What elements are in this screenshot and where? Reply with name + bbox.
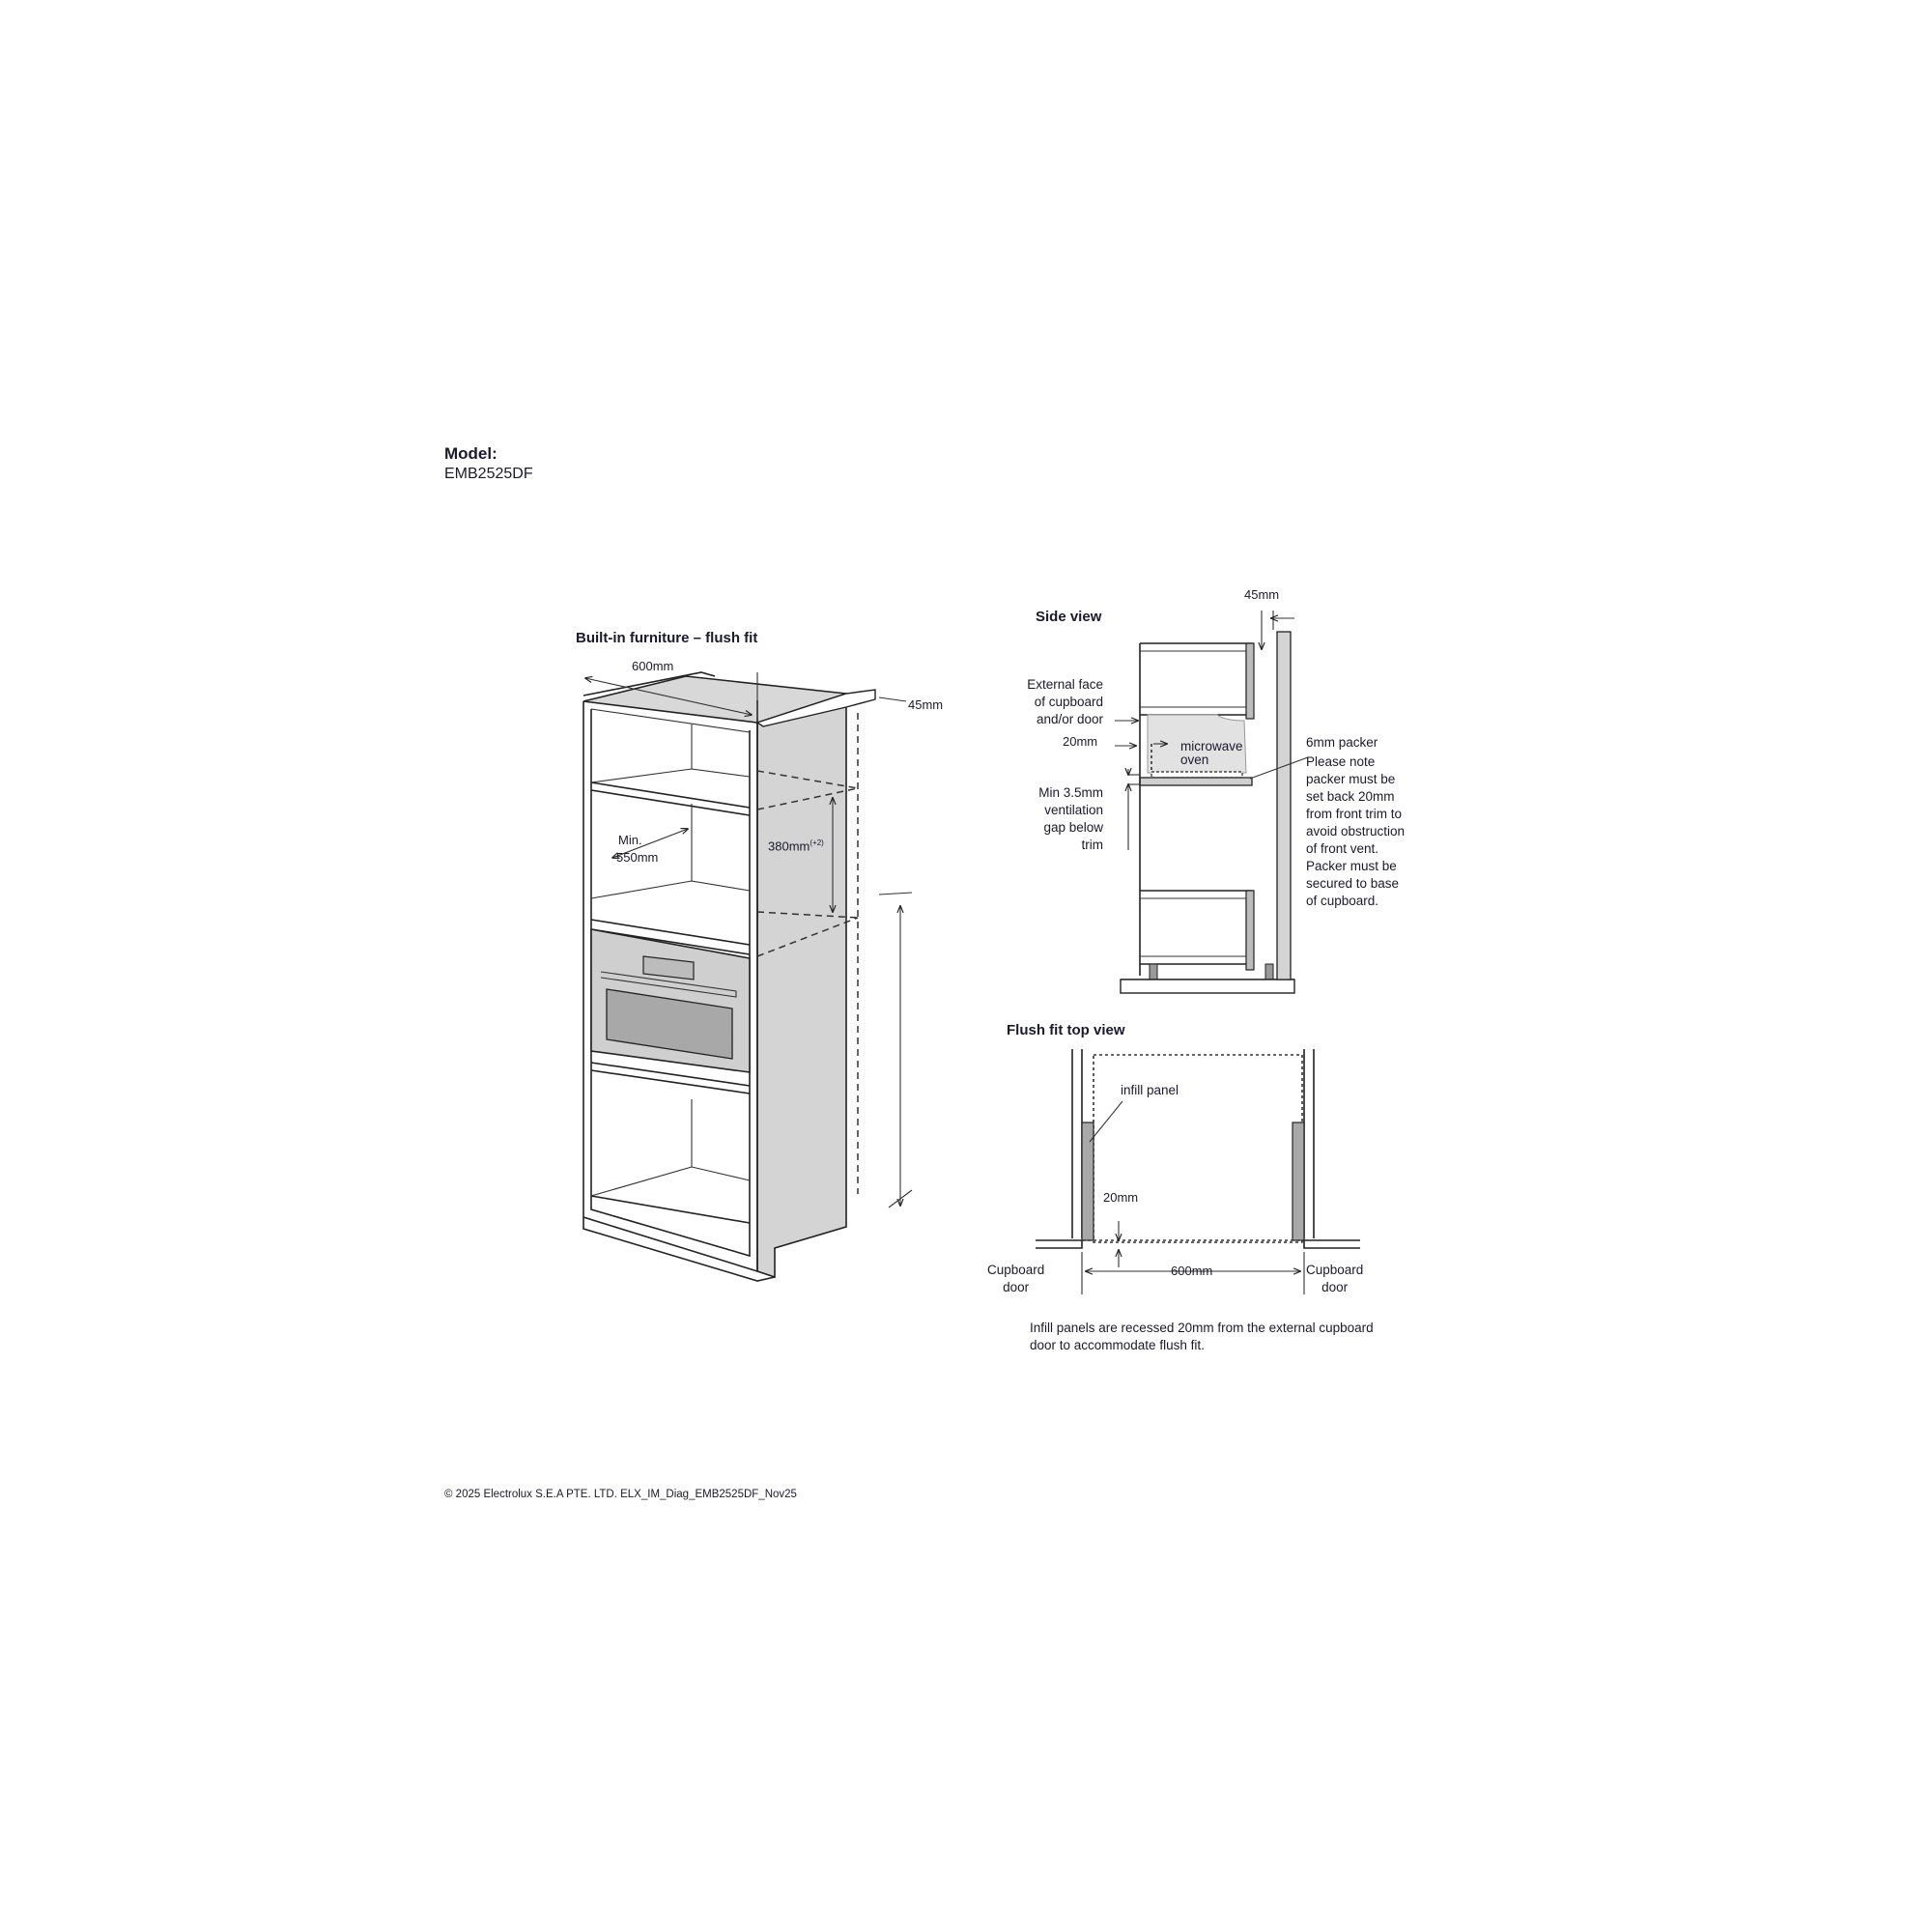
infill-panel-left: [1082, 1122, 1094, 1240]
ventilation-gap-label: Min 3.5mm ventilation gap below trim: [1038, 785, 1103, 852]
top-view-drawing: [1036, 1049, 1360, 1294]
cabinet-depth-min-label: Min.: [618, 833, 642, 847]
cabinet-title: Built-in furniture – flush fit: [576, 630, 758, 646]
cupboard-door-left-label: Cupboard door: [987, 1263, 1045, 1294]
side-view-gap-label: 45mm: [1244, 587, 1280, 602]
model-number: EMB2525DF: [444, 466, 533, 482]
cabinet-gap-label: 45mm: [908, 697, 944, 712]
infill-note: Infill panels are recessed 20mm from the external cupboard door to accommodate flush fit.: [1030, 1321, 1374, 1352]
cupboard-door-panel: [1277, 632, 1291, 980]
packer-title-label: 6mm packer: [1306, 735, 1378, 750]
microwave-oven-label: microwave oven: [1180, 739, 1243, 767]
top-view-width-label: 600mm: [1171, 1264, 1213, 1278]
infill-panel-right: [1293, 1122, 1304, 1240]
cabinet-width-label: 600mm: [632, 659, 674, 673]
packer-note: Please note packer must be set back 20mm from front trim to avoid obstruction of front vent. Packer must be secured to base of cupboard.: [1306, 754, 1406, 908]
top-view-recess-label: 20mm: [1103, 1190, 1139, 1205]
cabinet-isometric: [583, 672, 912, 1281]
footer-copyright: © 2025 Electrolux S.E.A PTE. LTD. ELX_IM_Diag_EMB2525DF_Nov25: [444, 1489, 797, 1500]
infill-panel-label: infill panel: [1121, 1083, 1179, 1097]
cabinet-depth-value-label: 550mm: [616, 850, 659, 865]
side-view-setback-label: 20mm: [1063, 734, 1098, 749]
packer: [1151, 772, 1242, 778]
top-view-title: Flush fit top view: [1007, 1022, 1125, 1038]
cupboard-door-right-label: Cupboard door: [1306, 1263, 1364, 1294]
cabinet-side-panel: [757, 694, 846, 1277]
cabinet-height-label: $380mm^{(+2)}$: [768, 838, 824, 854]
model-label: Model:: [444, 444, 497, 463]
external-face-label: External face of cupboard and/or door: [1027, 677, 1103, 726]
side-view-title: Side view: [1036, 609, 1102, 625]
side-view-drawing: [1115, 611, 1308, 993]
